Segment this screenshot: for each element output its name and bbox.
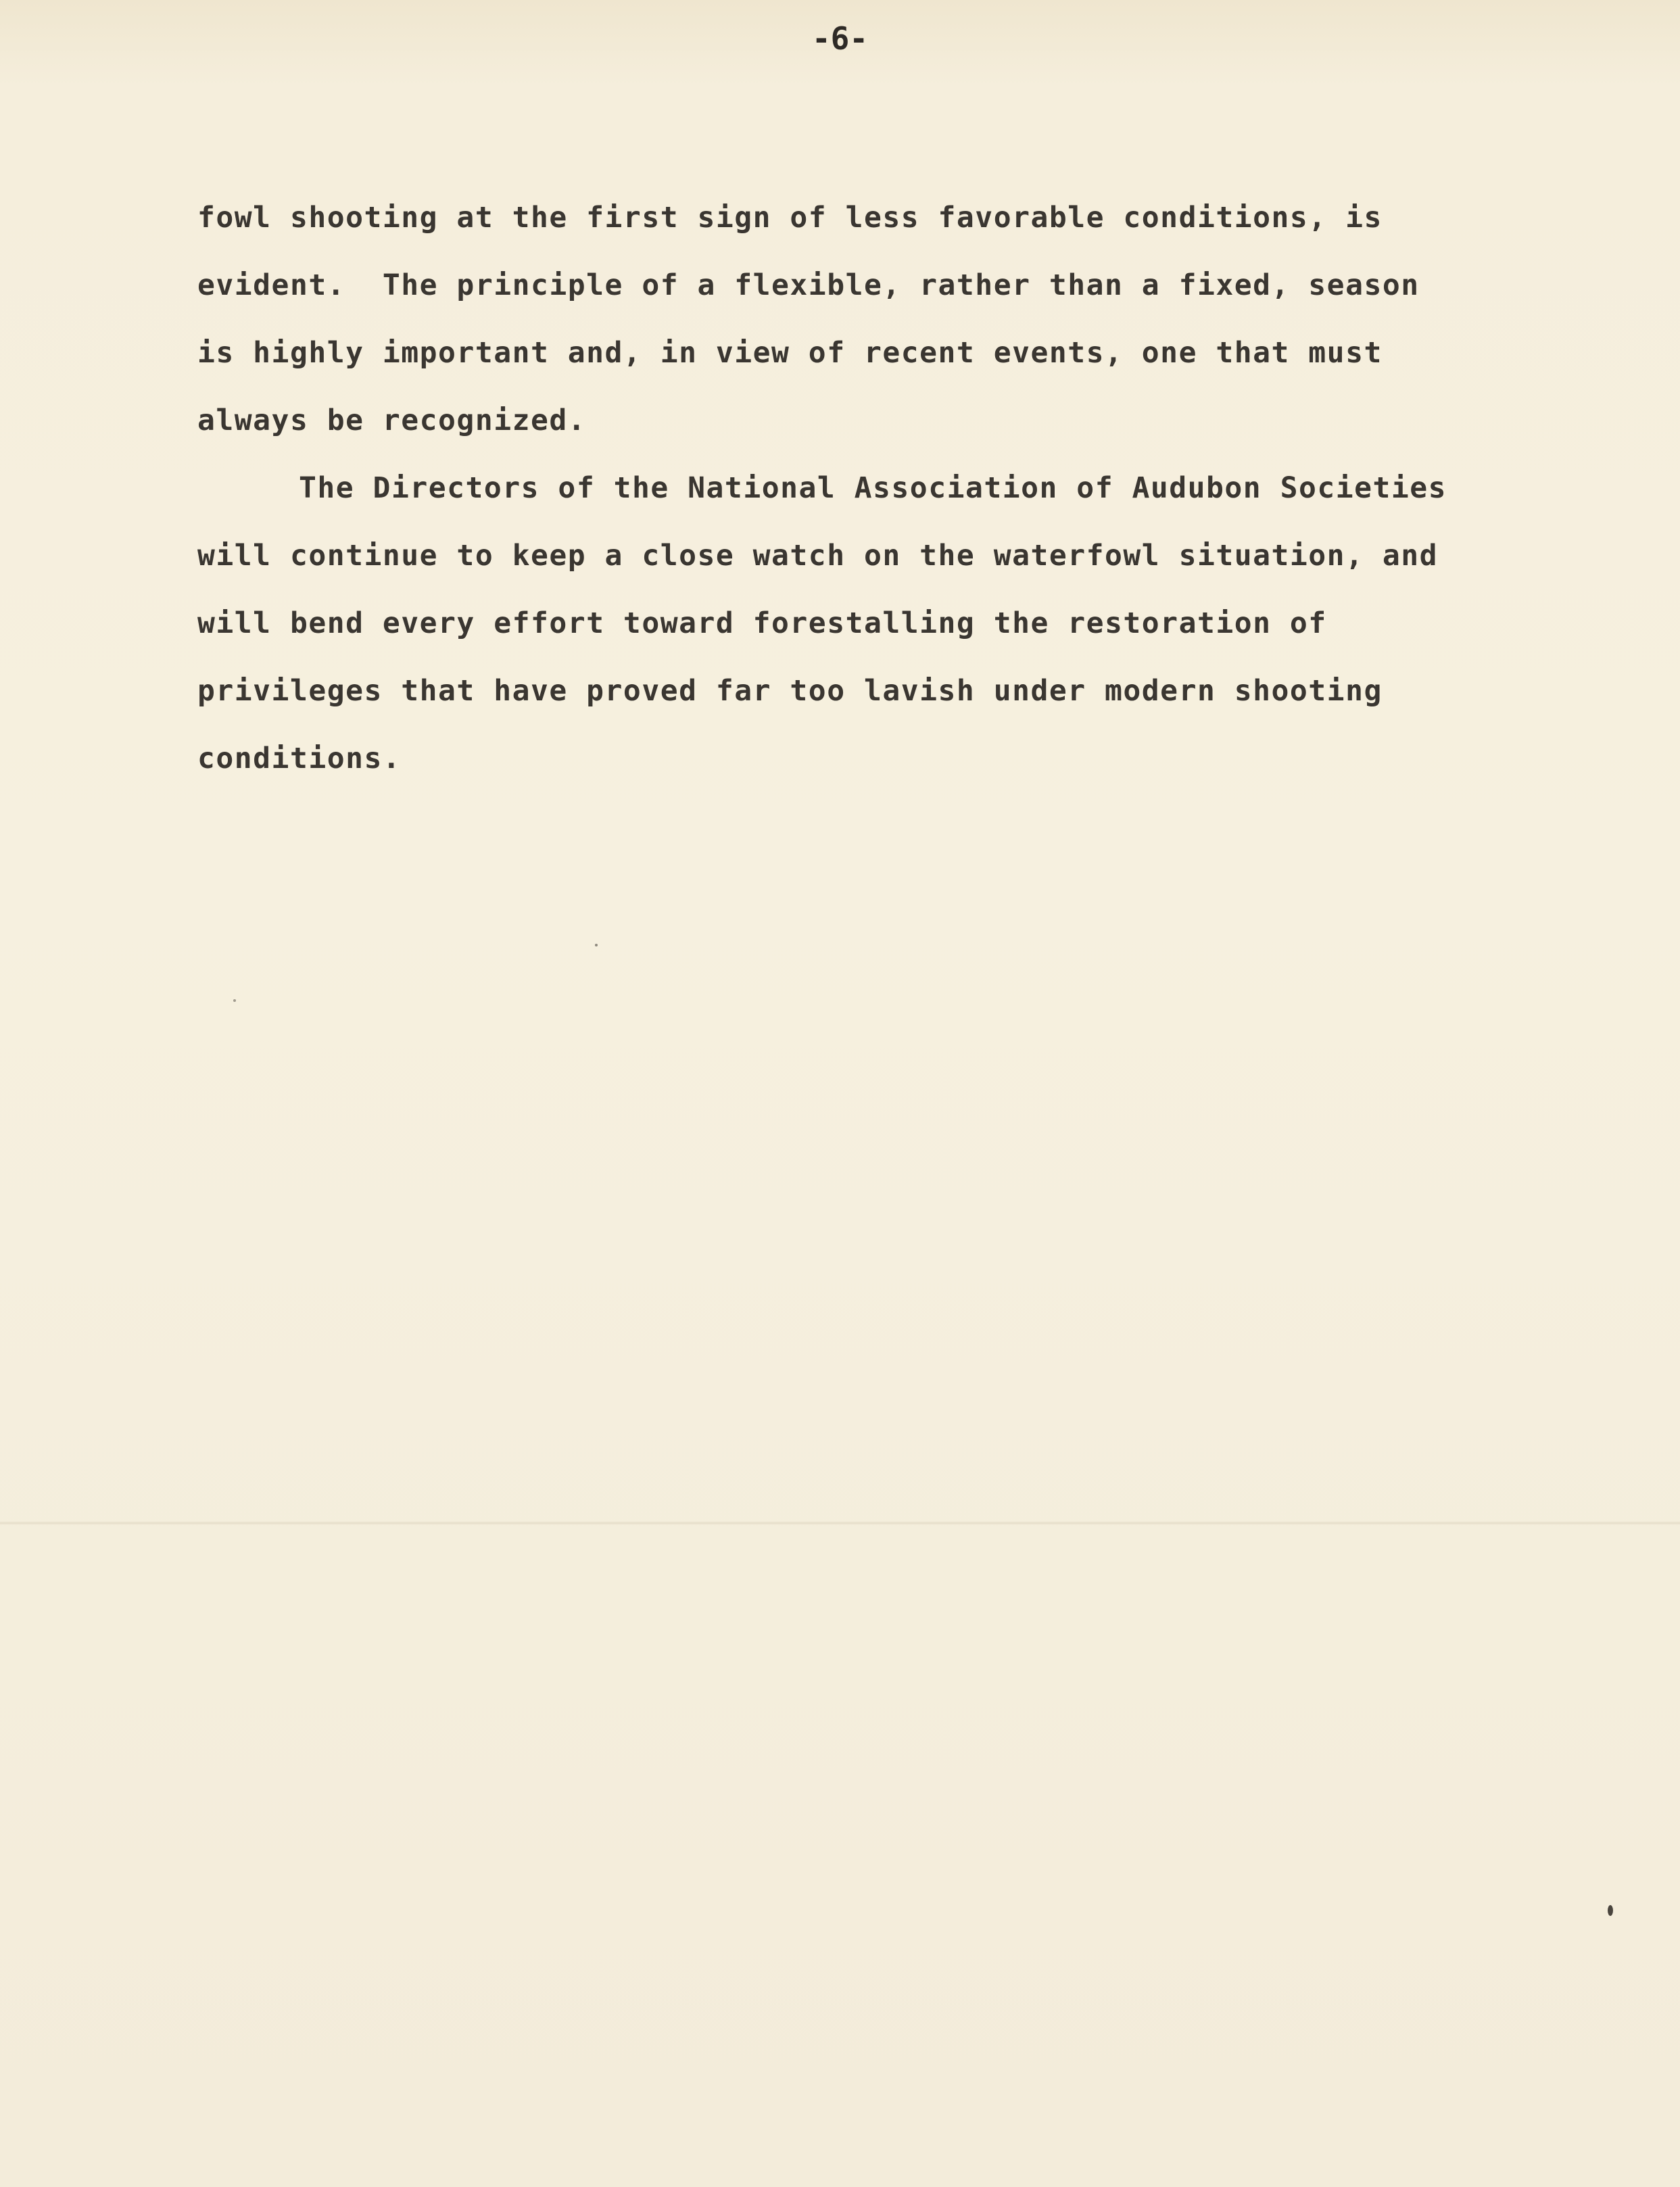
text-line: fowl shooting at the first sign of less favorable conditions, is: [197, 201, 1383, 235]
text-line: will continue to keep a close watch on the waterfowl situation, and: [197, 539, 1439, 573]
text-line: is highly important and, in view of recent events, one that must: [197, 336, 1383, 370]
ink-speck: [233, 999, 236, 1002]
page-number: -6-: [811, 20, 869, 57]
paragraph-start-line: The Directors of the National Association of Audubon Societies: [299, 471, 1447, 505]
text-line: conditions.: [197, 742, 402, 775]
text-line: will bend every effort toward forestalling the restoration of: [197, 606, 1327, 640]
text-line: evident. The principle of a flexible, rather than a fixed, season: [197, 268, 1420, 302]
text-line: privileges that have proved far too lavish under modern shooting: [197, 674, 1383, 708]
ink-speck: [1608, 1905, 1613, 1916]
ink-speck: [595, 944, 598, 946]
text-line: always be recognized.: [197, 404, 587, 437]
body-text: [197, 184, 1604, 792]
